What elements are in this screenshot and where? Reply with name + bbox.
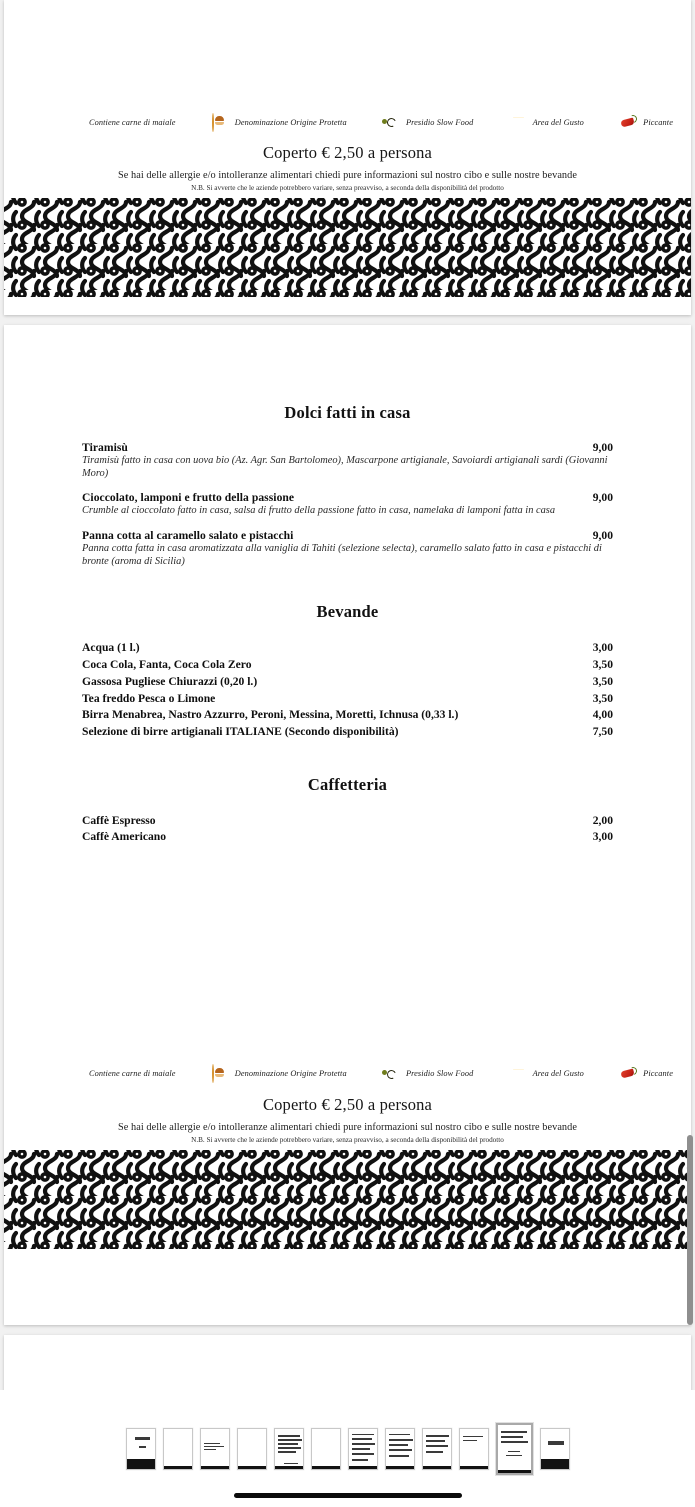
section-items-caffetteria xyxy=(4,813,691,846)
menu-item-name: Tea freddo Pesca o Limone xyxy=(82,691,216,705)
menu-item xyxy=(82,529,613,568)
pdf-page-current xyxy=(4,325,691,1325)
chili-pepper-icon xyxy=(620,1065,637,1082)
menu-item-price: 3,50 xyxy=(592,691,613,705)
area-del-gusto-icon xyxy=(510,1065,527,1082)
legend-label-pork: Contiene carne di maiale xyxy=(89,117,176,127)
legend-item-dop xyxy=(212,1065,347,1082)
slow-food-snail-icon xyxy=(383,1065,400,1082)
menu-item xyxy=(82,491,613,518)
legend-item-slow-food xyxy=(383,1065,473,1082)
menu-item-price: 9,00 xyxy=(592,529,613,543)
page-thumbnail[interactable] xyxy=(237,1428,267,1470)
menu-item-price: 3,00 xyxy=(592,830,613,844)
decorative-pattern-band-top xyxy=(4,197,691,297)
menu-item-price: 9,00 xyxy=(592,441,613,454)
page-thumbnail-strip[interactable] xyxy=(0,1390,695,1507)
legend-label-piccante: Piccante xyxy=(643,1069,673,1079)
legend-label-pork: Contiene carne di maiale xyxy=(89,1069,176,1079)
menu-item xyxy=(82,691,613,708)
section-items-dolci xyxy=(4,441,691,568)
page-thumbnail[interactable] xyxy=(200,1428,230,1470)
menu-item-price: 2,00 xyxy=(592,813,613,827)
dop-badge-icon xyxy=(212,1065,229,1082)
menu-item-name: Panna cotta al caramello salato e pistacchi xyxy=(82,529,294,543)
legend-item-pork xyxy=(66,114,176,131)
section-title-caffetteria: Caffetteria xyxy=(307,774,388,794)
menu-item-description: Panna cotta fatta in casa aromatizzata alla vaniglia di Tahiti (selezione selecta), caramello salato fatto in casa e pistacchi di bronte (aroma di Sicilia) xyxy=(82,543,602,567)
pork-circle-icon xyxy=(66,1065,83,1082)
slow-food-snail-icon xyxy=(383,114,400,131)
vertical-scrollbar-thumb[interactable] xyxy=(687,1135,693,1325)
menu-item-name: Cioccolato, lamponi e frutto della passione xyxy=(82,491,295,505)
page-thumbnail[interactable] xyxy=(311,1428,341,1470)
legend-item-piccante xyxy=(620,114,673,131)
menu-item xyxy=(82,657,613,674)
menu-item-name: Coca Cola, Fanta, Coca Cola Zero xyxy=(82,658,252,672)
menu-item-name: Selezione di birre artigianali ITALIANE (Secondo disponibilità) xyxy=(82,724,399,738)
coperto-text-footer: Coperto € 2,50 a persona xyxy=(262,1094,433,1114)
legend-label-slow-food: Presidio Slow Food xyxy=(405,1069,474,1079)
page-separator xyxy=(0,1325,695,1335)
menu-item xyxy=(82,829,613,846)
menu-item-description: Crumble al cioccolato fatto in casa, salsa di frutto della passione fatto in casa, namelaka di lamponi fatta in casa xyxy=(82,505,556,517)
legend-label-slow-food: Presidio Slow Food xyxy=(405,117,474,127)
menu-item xyxy=(82,674,613,691)
area-del-gusto-icon xyxy=(510,114,527,131)
menu-item-name: Caffè Espresso xyxy=(82,813,156,827)
page-thumbnail[interactable] xyxy=(540,1428,570,1470)
page-thumbnail[interactable] xyxy=(274,1428,304,1470)
decorative-pattern-band-bottom xyxy=(4,1149,691,1249)
legend-item-pork xyxy=(66,1065,176,1082)
legend-label-area-gusto: Area del Gusto xyxy=(532,1069,584,1079)
page-separator xyxy=(0,315,695,325)
menu-item-description: Tiramisù fatto in casa con uova bio (Az. Agr. San Bartolomeo), Mascarpone artigianale, Savoiardi artigianali sardi (Giovanni Moro) xyxy=(82,455,608,479)
menu-item-name: Gassosa Pugliese Chiurazzi (0,20 l.) xyxy=(82,674,258,688)
page-thumbnail[interactable] xyxy=(385,1428,415,1470)
menu-item xyxy=(82,707,613,724)
section-title-bevande: Bevande xyxy=(316,602,379,622)
menu-item-price: 3,50 xyxy=(592,658,613,672)
allergy-notice: Se hai delle allergie e/o intolleranze alimentari chiedi pure informazioni sul nostro cibo e sulle nostre bevande xyxy=(118,170,577,181)
section-items-bevande xyxy=(4,640,691,740)
legend-row xyxy=(4,110,691,134)
menu-item-name: Caffè Americano xyxy=(82,830,167,844)
menu-item-name: Birra Menabrea, Nastro Azzurro, Peroni, Messina, Moretti, Ichnusa (0,33 l.) xyxy=(82,708,459,722)
legend-item-piccante xyxy=(620,1065,673,1082)
legend-row-footer xyxy=(4,1062,691,1086)
legend-item-dop xyxy=(212,114,347,131)
home-indicator xyxy=(234,1493,462,1498)
pork-circle-icon xyxy=(66,114,83,131)
menu-item xyxy=(82,724,613,741)
menu-item-price: 4,00 xyxy=(592,708,613,722)
legend-label-area-gusto: Area del Gusto xyxy=(532,117,584,127)
legend-label-dop: Denominazione Origine Protetta xyxy=(234,117,347,127)
menu-item-price: 3,50 xyxy=(592,674,613,688)
page-thumbnail[interactable] xyxy=(163,1428,193,1470)
menu-item xyxy=(82,441,613,480)
dop-badge-icon xyxy=(212,114,229,131)
pdf-page-next xyxy=(4,1335,691,1390)
menu-item-price: 7,50 xyxy=(592,724,613,738)
menu-item-name: Tiramisù xyxy=(82,441,128,454)
legend-label-dop: Denominazione Origine Protetta xyxy=(234,1069,347,1079)
menu-item-price: 3,00 xyxy=(592,641,613,655)
menu-item-price: 9,00 xyxy=(592,491,613,505)
legend-label-piccante: Piccante xyxy=(643,117,673,127)
legend-item-slow-food xyxy=(383,114,473,131)
chili-pepper-icon xyxy=(620,114,637,131)
pdf-page-previous xyxy=(4,0,691,315)
page-thumbnail-selected[interactable] xyxy=(496,1423,533,1475)
availability-notice: N.B. Si avverte che le aziende potrebbero variare, senza preavviso, a seconda della disponibilità del prodotto xyxy=(191,184,504,192)
page-thumbnail[interactable] xyxy=(422,1428,452,1470)
legend-item-area-gusto xyxy=(510,114,584,131)
section-title-dolci: Dolci fatti in casa xyxy=(284,403,411,422)
page-thumbnail[interactable] xyxy=(126,1428,156,1470)
availability-notice-footer: N.B. Si avverte che le aziende potrebbero variare, senza preavviso, a seconda della disponibilità del prodotto xyxy=(191,1135,504,1144)
coperto-text: Coperto € 2,50 a persona xyxy=(262,143,433,162)
menu-item xyxy=(82,813,613,830)
menu-item-name: Acqua (1 l.) xyxy=(82,641,140,655)
menu-item xyxy=(82,640,613,657)
page-thumbnail[interactable] xyxy=(348,1428,378,1470)
allergy-notice-footer: Se hai delle allergie e/o intolleranze alimentari chiedi pure informazioni sul nostro cibo e sulle nostre bevande xyxy=(118,1121,577,1133)
page-thumbnail[interactable] xyxy=(459,1428,489,1470)
legend-item-area-gusto xyxy=(510,1065,584,1082)
